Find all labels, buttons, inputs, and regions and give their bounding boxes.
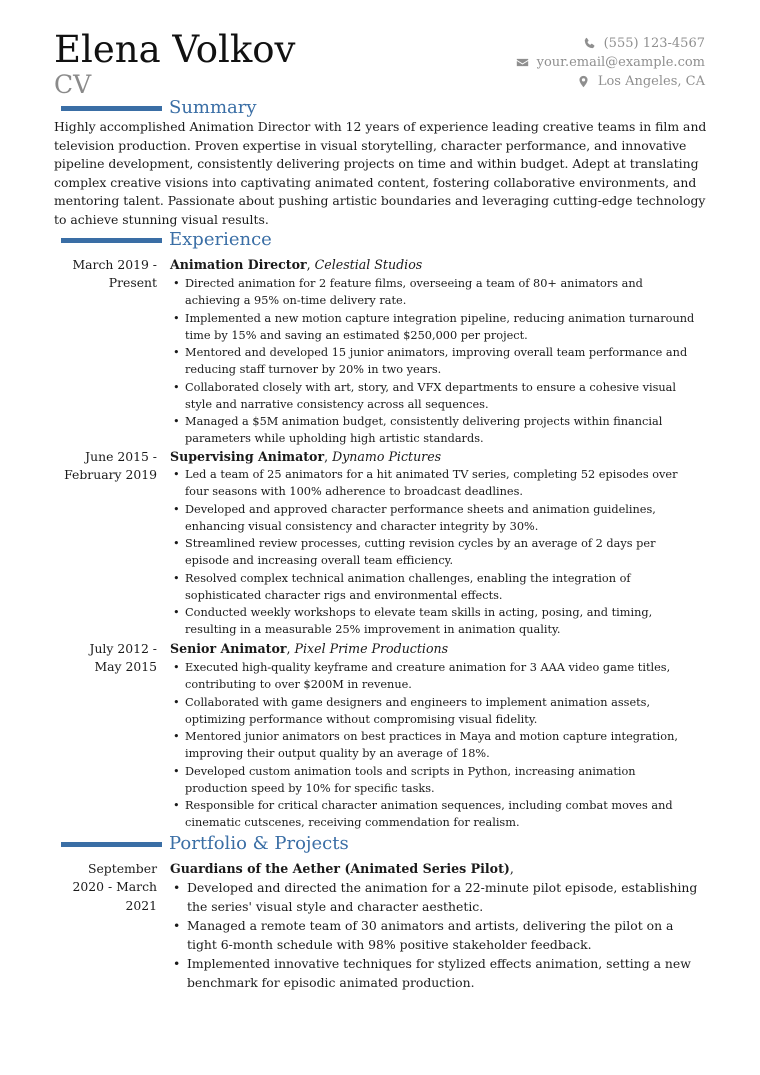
contact-block <box>516 34 705 91</box>
list-item: • Mentored junior animators on best practices in Maya and motion capture integration, improving their output quality by an average of 18%. <box>170 728 695 762</box>
date-end: February 2019 <box>64 467 157 483</box>
date-start: June 2015 - <box>85 449 157 464</box>
phone-icon <box>583 37 596 50</box>
entry-bullets <box>170 659 695 832</box>
entry-date <box>52 640 157 677</box>
list-item: • Managed a $5M animation budget, consistently delivering projects within financial parameters while upholding high artistic standards. <box>170 413 695 447</box>
list-item: • Directed animation for 2 feature films, overseeing a team of 80+ animators and achieving a 95% on-time delivery rate. <box>170 275 695 309</box>
project-heading <box>170 860 514 878</box>
email-text[interactable]: your.email@example.com <box>536 55 705 70</box>
company-name: Dynamo Pictures <box>332 449 442 464</box>
section-accent-bar <box>61 106 162 111</box>
list-item: • Implemented a new motion capture integration pipeline, reducing animation turnaround time by 15% and saving an estimated $250,000 per project. <box>170 310 695 344</box>
project-suffix: , <box>509 861 514 876</box>
contact-location <box>516 72 705 91</box>
section-title: Summary <box>169 97 257 118</box>
candidate-name: Elena Volkov <box>54 28 296 71</box>
map-pin-icon <box>577 75 590 88</box>
entry-date <box>52 448 157 485</box>
list-item: • Developed and directed the animation for a 22-minute pilot episode, establishing the series' visual style and character aesthetic. <box>170 879 698 916</box>
project-bullets <box>170 879 698 993</box>
entry-date <box>52 860 157 915</box>
company-name: Celestial Studios <box>314 257 423 272</box>
list-item: • Led a team of 25 animators for a hit animated TV series, completing 52 episodes over four seasons with 100% adherence to broadcast deadlines. <box>170 466 695 500</box>
date-line: 2020 - March <box>72 879 157 895</box>
list-item: • Collaborated with game designers and engineers to implement animation assets, optimizing performance without compromising visual fidelity. <box>170 694 695 728</box>
location-text: Los Angeles, CA <box>597 74 705 89</box>
phone-text: (555) 123-4567 <box>603 36 705 51</box>
list-item: • Streamlined review processes, cutting revision cycles by an average of 2 days per episode and increasing overall team efficiency. <box>170 535 695 569</box>
list-item: • Mentored and developed 15 junior animators, improving overall team performance and reducing staff turnover by 20% in two years. <box>170 344 695 378</box>
date-end: May 2015 <box>94 659 157 675</box>
entry-date <box>52 256 157 293</box>
date-start: July 2012 - <box>89 641 157 656</box>
list-item: • Implemented innovative techniques for stylized effects animation, setting a new benchmark for episodic animated production. <box>170 955 698 992</box>
entry-bullets <box>170 275 695 448</box>
list-item: • Managed a remote team of 30 animators and artists, delivering the pilot on a tight 6-month schedule with 98% positive stakeholder feedback. <box>170 917 698 954</box>
document-subtitle: CV <box>54 70 92 99</box>
section-title: Experience <box>169 229 272 250</box>
job-title: Supervising Animator <box>170 449 325 464</box>
company-name: Pixel Prime Productions <box>294 641 449 656</box>
list-item: • Resolved complex technical animation challenges, enabling the integration of sophisticated character rigs and environmental effects. <box>170 570 695 604</box>
job-title: Senior Animator <box>170 641 287 656</box>
section-accent-bar <box>61 842 162 847</box>
list-item: • Conducted weekly workshops to elevate team skills in acting, posing, and timing, resulting in a measurable 25% improvement in animation quality. <box>170 604 695 638</box>
date-line: September <box>87 861 157 876</box>
list-item: • Collaborated closely with art, story, and VFX departments to ensure a cohesive visual style and narrative consistency across all sequences. <box>170 379 695 413</box>
entry-heading: Senior Animator, Pixel Prime Productions <box>170 641 449 656</box>
entry-bullets <box>170 466 695 639</box>
section-accent-bar <box>61 238 162 243</box>
job-title: Animation Director <box>170 257 307 272</box>
contact-phone <box>516 34 705 53</box>
entry-heading: Supervising Animator, Dynamo Pictures <box>170 449 442 464</box>
date-end: Present <box>108 275 157 291</box>
date-line: 2021 <box>125 897 157 913</box>
entry-heading: Animation Director, Celestial Studios <box>170 257 423 272</box>
section-title: Portfolio & Projects <box>169 833 349 854</box>
envelope-icon <box>516 56 529 69</box>
project-name: Guardians of the Aether (Animated Series Pilot) <box>170 861 510 876</box>
list-item: • Responsible for critical character animation sequences, including combat moves and cinematic cutscenes, receiving commendation for realism. <box>170 797 695 831</box>
date-start: March 2019 - <box>72 257 157 272</box>
summary-text: Highly accomplished Animation Director with 12 years of experience leading creative teams in film and television production. Proven expertise in visual storytelling, character performance, and innovative pipeline development, consistently delivering projects on time and within budget. Adept at translating complex creative visions into captivating animated content, fostering collaborative environments, and mentoring talent. Passionate about pushing artistic boundaries and leveraging cutting-edge technology to achieve stunning visual results. <box>54 119 707 227</box>
contact-email[interactable] <box>516 53 705 72</box>
list-item: • Executed high-quality keyframe and creature animation for 3 AAA video game titles, contributing to over $200M in revenue. <box>170 659 695 693</box>
list-item: • Developed and approved character performance sheets and animation guidelines, enhancing visual consistency and character integrity by 30%. <box>170 501 695 535</box>
list-item: • Developed custom animation tools and scripts in Python, increasing animation production speed by 10% for specific tasks. <box>170 763 695 797</box>
